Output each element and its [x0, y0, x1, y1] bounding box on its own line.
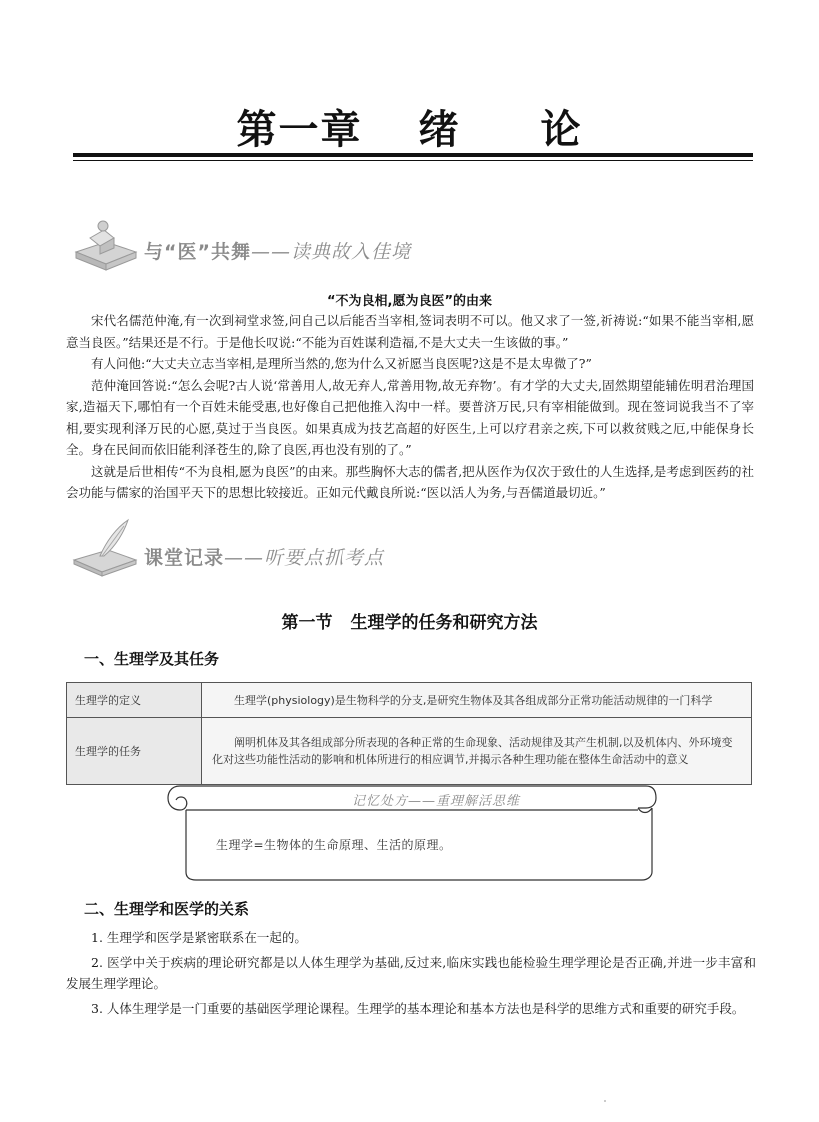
relations-list: [66, 927, 756, 1019]
story-paragraph: 范仲淹回答说:“怎么会呢?古人说‘常善用人,故无弃人,常善用物,故无弃物’。有才学的大丈夫,固然期望能辅佐明君治理国家,造福天下,哪怕有一个百姓未能受惠,也好像自己把他推入沟中一样。要普济万民,只有宰相能做到。现在签词说我当不了宰相,要实现利泽万民的心愿,莫过于当良医。如果真成为技艺高超的好医生,上可以疗君亲之疾,下可以救贫贱之厄,中能保身长全。身在民间而依旧能利泽苍生的,除了良医,再也没有别的了。”: [66, 377, 754, 457]
table-row: [67, 718, 752, 785]
table-row-content: 生理学(physiology)是生物科学的分支,是研究生物体及其各组成部分正常功能活动规律的一门科学: [202, 683, 752, 718]
title-rule-thick: [73, 153, 753, 157]
list-item: 2. 医学中关于疾病的理论研究都是以人体生理学为基础,反过来,临床实践也能检验生理学理论是否正确,并进一步丰富和发展生理学理论。: [66, 954, 756, 991]
table-row: [67, 683, 752, 718]
notes-banner: [70, 518, 450, 578]
table-row-label: 生理学的定义: [67, 683, 202, 718]
scan-speck: [604, 1100, 606, 1102]
story-banner: [70, 212, 450, 272]
story-banner-heading: 与“医”共舞: [144, 241, 251, 263]
memory-tip-box: [166, 780, 658, 884]
memory-tip-title: 记忆处方——重理解活思维: [351, 794, 520, 809]
section-number: 第一节: [281, 613, 333, 633]
memory-tip-body: 生理学=生物体的生命原理、生活的原理。: [216, 838, 452, 852]
notes-banner-title: [144, 543, 384, 570]
quill-book-icon: [70, 518, 140, 578]
chapter-title-char-1: 绪: [418, 107, 461, 153]
chapter-title: [0, 98, 819, 155]
story-paragraph: 这就是后世相传“不为良相,愿为良医”的由来。那些胸怀大志的儒者,把从医作为仅次于致仕的人生选择,是考虑到医药的社会功能与儒家的治国平天下的思想比较接近。正如元代戴良所说:“医以活人为务,与吾儒道最切近。”: [66, 463, 754, 500]
notes-banner-subtitle: ——听要点抓考点: [224, 547, 385, 569]
title-rule-thin: [73, 160, 753, 161]
subsection-heading: 一、生理学及其任务: [84, 650, 220, 668]
subsection-heading: 二、生理学和医学的关系: [84, 900, 250, 918]
story-banner-subtitle: ——读典故入佳境: [250, 241, 411, 263]
story-text: [66, 310, 754, 504]
list-item: 3. 人体生理学是一门重要的基础医学理论课程。生理学的基本理论和基本方法也是科学的思维方式和重要的研究手段。: [91, 1000, 745, 1016]
chapter-number: 第一章: [236, 107, 363, 153]
story-paragraph: 有人问他:“大丈夫立志当宰相,是理所当然的,您为什么又祈愿当良医呢?这是不是太卑微了?”: [91, 356, 592, 371]
puzzle-icon: [70, 212, 140, 272]
story-title: “不为良相,愿为良医”的由来: [326, 294, 493, 309]
chapter-title-char-2: 论: [540, 107, 583, 153]
story-paragraph: 宋代名儒范仲淹,有一次到祠堂求签,问自己以后能否当宰相,签词表明不可以。他又求了一签,祈祷说:“如果不能当宰相,愿意当良医。”结果还是不行。于是他长叹说:“不能为百姓谋利造福,不是大丈夫一生该做的事。”: [66, 313, 754, 350]
table-row-label: 生理学的任务: [67, 718, 202, 785]
definition-table: [66, 682, 752, 785]
story-banner-title: [144, 237, 411, 264]
table-row-content: 阐明机体及其各组成部分所表现的各种正常的生命现象、活动规律及其产生机制,以及机体内、外环境变化对这些功能性活动的影响和机体所进行的相应调节,并揭示各种生理功能在整体生命活动中的意义: [202, 718, 752, 785]
notes-banner-heading: 课堂记录: [144, 547, 225, 569]
section-heading: [0, 608, 819, 633]
list-item: 1. 生理学和医学是紧密联系在一起的。: [91, 930, 307, 945]
section-title: 生理学的任务和研究方法: [350, 613, 538, 633]
